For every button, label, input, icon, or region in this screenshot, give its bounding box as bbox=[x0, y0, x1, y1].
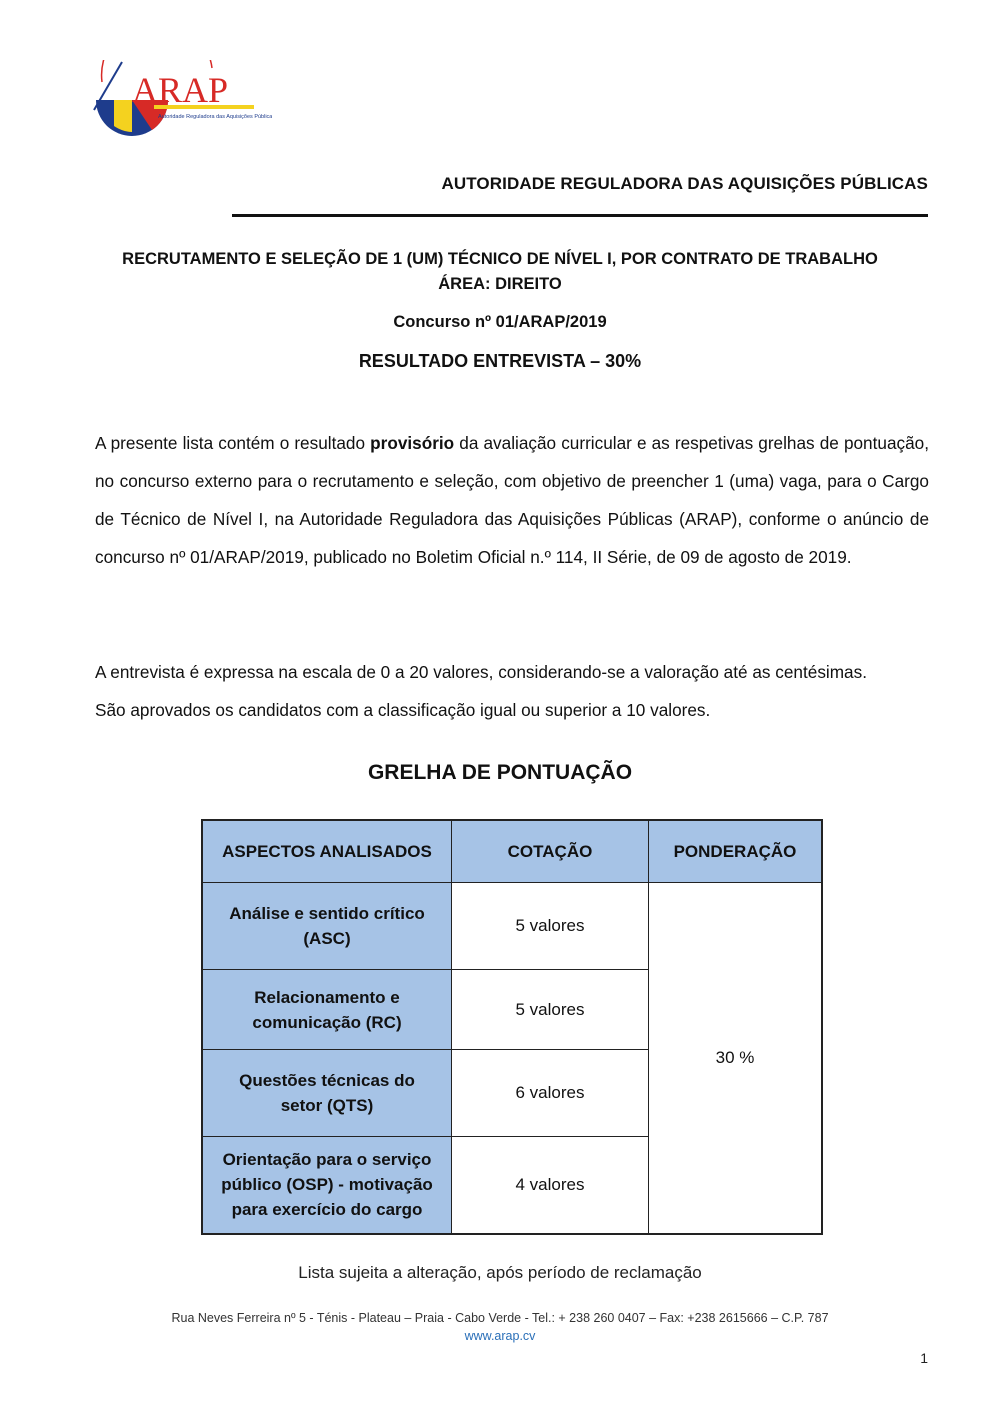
scoring-grid bbox=[201, 819, 823, 1235]
aspect-line: para exercício do cargo bbox=[231, 1200, 423, 1220]
aspect-line: (ASC) bbox=[303, 929, 351, 948]
aspect-line: setor (QTS) bbox=[280, 1096, 374, 1115]
ponderacao-cell: 30 % bbox=[649, 883, 823, 1234]
intro-text-before: A presente lista contém o resultado bbox=[95, 433, 371, 453]
scale-line-2: São aprovados os candidatos com a classificação igual ou superior a 10 valores. bbox=[95, 700, 711, 720]
resultado-title: RESULTADO ENTREVISTA – 30% bbox=[358, 351, 642, 371]
header-ponderacao: PONDERAÇÃO bbox=[649, 820, 823, 883]
grid-header-row bbox=[202, 820, 822, 883]
footer-website-link[interactable]: www.arap.cv bbox=[464, 1329, 536, 1343]
scale-paragraph bbox=[95, 653, 935, 729]
intro-text-after: da avaliação curricular e as respetivas grelhas de pontuação, no concurso externo para o recrutamento e seleção, com objetivo de preencher 1 (uma) vaga, para o Cargo de Técnico de Nível I, na Autoridade Reguladora das Aquisições Públicas (ARAP), conforme o anúncio de concurso nº 01/ARAP/2019, publicado no Boletim Oficial n.º 114, II Série, de 09 de agosto de 2019. bbox=[95, 433, 929, 567]
logo-text: ARAP bbox=[132, 70, 229, 110]
grid-title: GRELHA DE PONTUAÇÃO bbox=[367, 761, 633, 784]
cotacao-cell: 6 valores bbox=[452, 1050, 649, 1137]
title-line-2: ÁREA: DIREITO bbox=[438, 275, 562, 293]
footer-address: Rua Neves Ferreira nº 5 - Ténis - Plateau – Praia - Cabo Verde - Tel.: + 238 260 0407 – Fax: +238 2615666 – C.P. 787 bbox=[171, 1311, 829, 1325]
aspect-line: Relacionamento e bbox=[254, 987, 400, 1007]
aspect-line: Análise e sentido crítico bbox=[229, 904, 425, 923]
concurso-number: Concurso nº 01/ARAP/2019 bbox=[393, 313, 607, 331]
aspect-cell bbox=[202, 1050, 452, 1137]
aspect-line: Orientação para o serviço bbox=[222, 1150, 432, 1170]
cotacao-cell: 5 valores bbox=[452, 883, 649, 970]
aspect-line: público (OSP) - motivação bbox=[221, 1175, 433, 1195]
title-line-1: RECRUTAMENTO E SELEÇÃO DE 1 (UM) TÉCNICO DE NÍVEL I, POR CONTRATO DE TRABALHO bbox=[122, 250, 878, 268]
aspect-line: Questões técnicas do bbox=[239, 1071, 415, 1090]
scale-line-1: A entrevista é expressa na escala de 0 a 20 valores, considerando-se a valoração até as centésimas. bbox=[95, 662, 867, 682]
logo-tagline: Autoridade Reguladora das Aquisições Públicas bbox=[158, 114, 272, 120]
arap-logo-icon bbox=[92, 60, 272, 142]
aspect-cell bbox=[202, 970, 452, 1050]
cotacao-cell: 4 valores bbox=[452, 1137, 649, 1234]
arap-logo bbox=[92, 60, 272, 142]
footnote: Lista sujeita a alteração, após período de reclamação bbox=[298, 1263, 702, 1282]
aspect-cell bbox=[202, 883, 452, 970]
page-number: 1 bbox=[920, 1350, 928, 1366]
organization-header: AUTORIDADE REGULADORA DAS AQUISIÇÕES PÚBLICAS bbox=[441, 174, 928, 193]
intro-text-bold: provisório bbox=[370, 433, 455, 453]
header-divider bbox=[232, 214, 928, 217]
cotacao-cell: 5 valores bbox=[452, 970, 649, 1050]
aspect-cell bbox=[202, 1137, 452, 1234]
header-aspectos: ASPECTOS ANALISADOS bbox=[202, 820, 452, 883]
aspect-line: comunicação (RC) bbox=[252, 1012, 402, 1032]
header-cotacao: COTAÇÃO bbox=[452, 820, 649, 883]
table-row bbox=[202, 883, 822, 970]
intro-paragraph bbox=[95, 424, 929, 576]
